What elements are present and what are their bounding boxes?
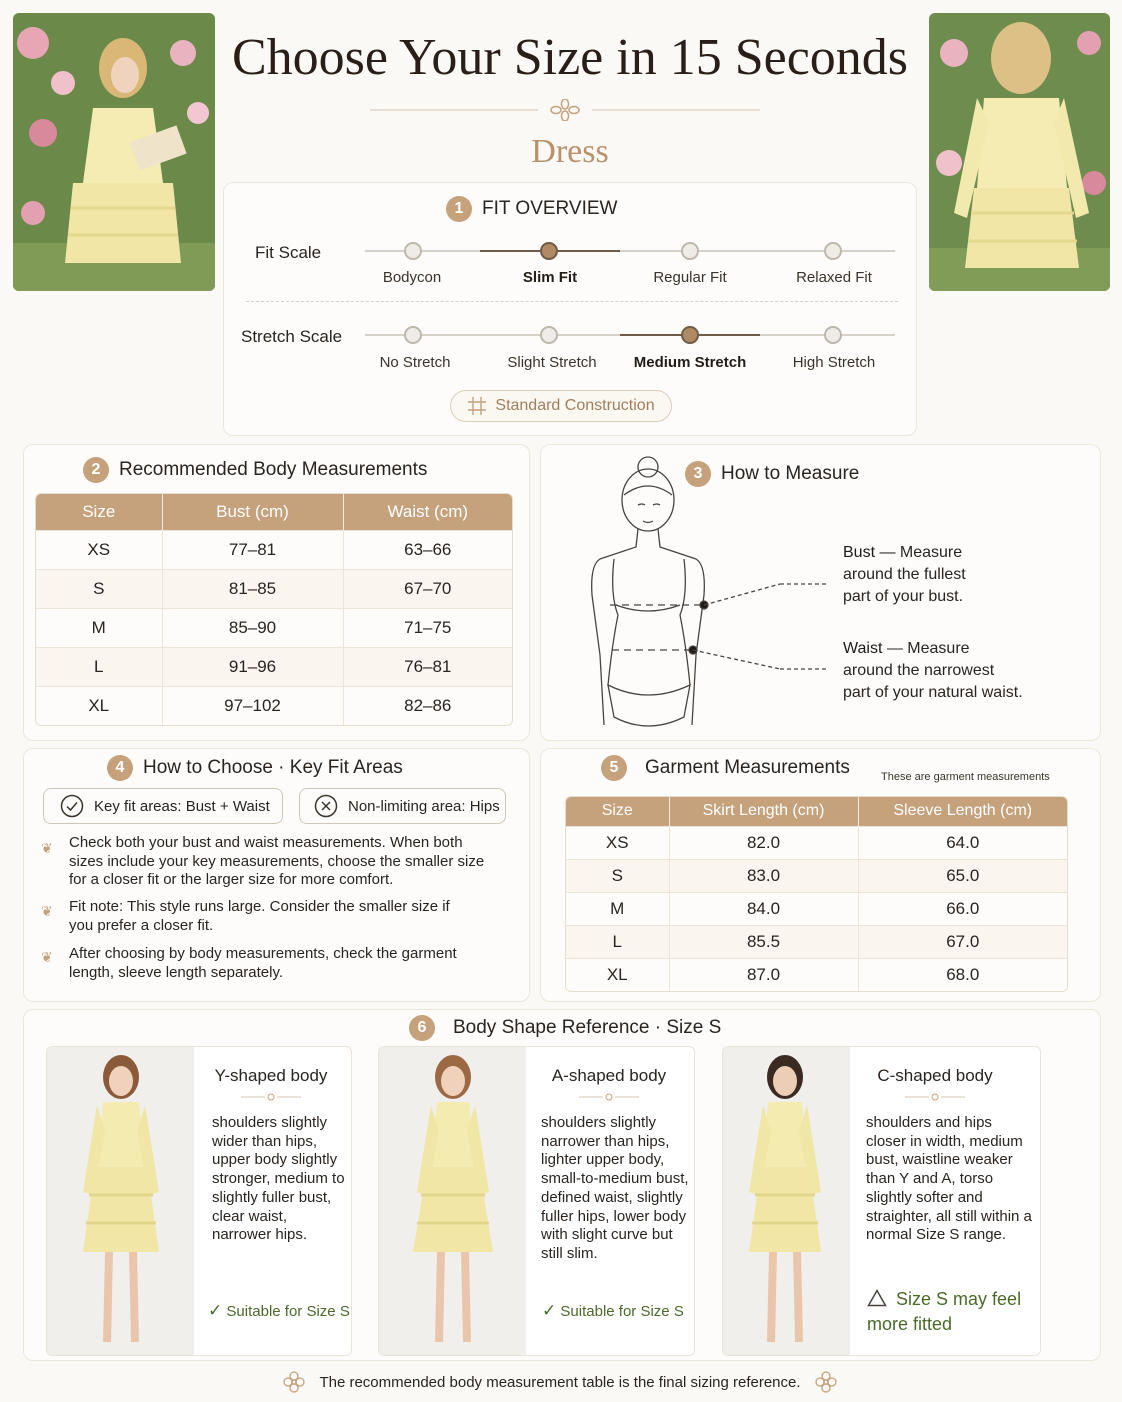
body-outline-illustration — [580, 455, 840, 735]
body-shape-heading — [409, 1015, 721, 1041]
table-cell: 85–90 — [162, 608, 343, 647]
page-subtitle: Dress — [531, 133, 609, 170]
page-title: Choose Your Size in 15 Seconds — [231, 29, 909, 86]
fit-scale-track — [365, 250, 895, 252]
fit-option-bodycon: Bodycon — [382, 269, 442, 286]
check-circle-icon — [60, 794, 84, 818]
stretch-scale-dot-high-stretch[interactable] — [824, 326, 842, 344]
leaf-bullet-icon: ❦ — [41, 840, 53, 856]
stretch-option-slight-stretch: Slight Stretch — [507, 354, 597, 371]
section-number: 6 — [409, 1015, 435, 1041]
section-number: 3 — [685, 461, 711, 487]
construction-badge-label: Standard Construction — [495, 397, 655, 414]
bust-term: Bust — [843, 544, 876, 561]
table-cell: 97–102 — [162, 686, 343, 725]
section-title: Recommended Body Measurements — [119, 459, 428, 480]
table-row — [36, 608, 512, 647]
shape-description: shoulders slightly wider than hips, upper body slightly stronger, medium to slightly fuller bust, clear waist, narrower hips. — [212, 1114, 345, 1244]
warning-triangle-icon — [867, 1289, 887, 1307]
waist-desc: part of your natural waist. — [843, 684, 1023, 701]
ornament-divider-icon — [579, 1092, 639, 1102]
tip-text: After choosing by body measurements, check the garment length, sleeve length separately. — [69, 945, 457, 981]
garment-measurements-table — [565, 796, 1068, 992]
shape-verdict-label: Suitable for Size S — [560, 1303, 684, 1320]
fit-overview-heading — [446, 196, 618, 222]
table-cell: 87.0 — [669, 958, 858, 991]
leaf-bullet-icon: ❦ — [41, 949, 53, 965]
table-cell: XL — [36, 686, 162, 725]
table-cell: M — [566, 892, 669, 925]
table-cell: L — [36, 647, 162, 686]
stretch-option-no-stretch: No Stretch — [379, 354, 451, 371]
model-photo — [723, 1047, 850, 1356]
table-cell: 67–70 — [343, 569, 512, 608]
model-photo — [379, 1047, 526, 1356]
x-circle-icon — [314, 794, 338, 818]
shape-verdict — [208, 1301, 350, 1321]
table-cell: 65.0 — [858, 859, 1067, 892]
model-photo — [47, 1047, 194, 1356]
non-limiting-pill — [299, 788, 506, 824]
shape-description: shoulders slightly narrower than hips, lighter upper body, small-to-medium bust, defined waist, slightly fuller hips, lower body with slight curve but still slim. — [541, 1114, 689, 1262]
fit-divider — [246, 301, 898, 302]
shape-title: C-shaped body — [877, 1066, 993, 1085]
table-row — [36, 569, 512, 608]
key-areas-pill — [43, 788, 283, 824]
fit-option-regular-fit: Regular Fit — [653, 269, 727, 286]
table-header: Bust (cm) — [162, 494, 343, 530]
table-row — [36, 686, 512, 725]
stretch-option-medium-stretch: Medium Stretch — [633, 354, 747, 371]
table-row — [36, 647, 512, 686]
table-cell: 82–86 — [343, 686, 512, 725]
body-shape-card-c — [722, 1046, 1041, 1356]
table-cell: 91–96 — [162, 647, 343, 686]
hero-photo-right — [929, 13, 1110, 291]
table-cell: 82.0 — [669, 826, 858, 859]
table-cell: 68.0 — [858, 958, 1067, 991]
table-cell: 67.0 — [858, 925, 1067, 958]
flower-icon — [815, 1371, 837, 1393]
table-cell: 85.5 — [669, 925, 858, 958]
stretch-scale-label: Stretch Scale — [241, 327, 343, 346]
tip-text: Check both your bust and waist measurements. When both sizes include your key measurements, choose the smaller size for a closer fit or the larger size for more comfort. — [69, 834, 485, 888]
check-icon: ✓ — [208, 1301, 223, 1320]
table-cell: XL — [566, 958, 669, 991]
table-row — [566, 925, 1067, 958]
table-cell: 81–85 — [162, 569, 343, 608]
fit-scale-label: Fit Scale — [255, 243, 322, 262]
table-cell: S — [36, 569, 162, 608]
section-number: 5 — [601, 755, 627, 781]
waist-term: Waist — [843, 640, 883, 657]
table-cell: 64.0 — [858, 826, 1067, 859]
fit-scale-dot-slim-fit[interactable] — [540, 242, 558, 260]
flower-ornament-icon — [551, 99, 579, 121]
table-cell: 77–81 — [162, 530, 343, 569]
body-measurements-heading — [83, 457, 427, 483]
section-number: 1 — [446, 196, 472, 222]
table-cell: S — [566, 859, 669, 892]
table-cell: 76–81 — [343, 647, 512, 686]
shape-verdict-label: Suitable for Size S — [226, 1303, 350, 1320]
bust-desc: around the fullest — [843, 566, 966, 583]
fit-scale-dot-bodycon[interactable] — [404, 242, 422, 260]
section-title: How to Choose · Key Fit Areas — [143, 757, 403, 778]
fit-scale-dot-relaxed-fit[interactable] — [824, 242, 842, 260]
waist-desc: around the narrowest — [843, 662, 995, 679]
stretch-scale-dot-no-stretch[interactable] — [404, 326, 422, 344]
tip-text: Fit note: This style runs large. Consider the smaller size if you prefer a closer fit. — [69, 898, 450, 934]
table-cell: M — [36, 608, 162, 647]
table-cell: XS — [36, 530, 162, 569]
body-measurements-table — [35, 493, 513, 726]
how-to-choose-heading — [107, 755, 403, 781]
table-header: Size — [36, 494, 162, 530]
fit-option-slim-fit: Slim Fit — [522, 269, 578, 286]
garment-measurements-heading — [601, 755, 850, 781]
section-title: FIT OVERVIEW — [482, 198, 618, 219]
fit-scale-dot-regular-fit[interactable] — [681, 242, 699, 260]
key-areas-label: Key fit areas: Bust + Waist — [94, 797, 270, 815]
section-title: How to Measure — [721, 463, 860, 484]
table-cell: 63–66 — [343, 530, 512, 569]
grid-icon — [467, 396, 487, 416]
hero-photo-left — [13, 13, 215, 291]
table-header: Sleeve Length (cm) — [858, 797, 1067, 826]
shape-description: shoulders and hips closer in width, medium bust, waistline weaker than Y and A, torso slightly softer and straighter, all still within a normal Size S range. — [866, 1114, 1032, 1244]
leaf-bullet-icon: ❦ — [41, 903, 53, 919]
table-header: Size — [566, 797, 669, 826]
shape-verdict-label: Size S may feel more fitted — [867, 1289, 1022, 1334]
section-title: Garment Measurements — [645, 757, 850, 778]
bust-desc: — Measure — [875, 544, 963, 561]
table-cell: 66.0 — [858, 892, 1067, 925]
footer-note — [280, 1371, 840, 1393]
table-row — [36, 530, 512, 569]
shape-title: Y-shaped body — [214, 1066, 328, 1085]
title-divider — [370, 99, 760, 121]
check-icon: ✓ — [542, 1301, 557, 1320]
table-row — [566, 826, 1067, 859]
table-row — [566, 892, 1067, 925]
bust-instruction — [843, 542, 966, 608]
stretch-option-high-stretch: High Stretch — [792, 354, 876, 371]
shape-verdict — [867, 1287, 1027, 1337]
table-header: Skirt Length (cm) — [669, 797, 858, 826]
non-limiting-label: Non-limiting area: Hips — [348, 797, 500, 815]
how-to-measure-heading — [685, 461, 859, 487]
table-row — [566, 859, 1067, 892]
garment-note: These are garment measurements — [881, 771, 1050, 783]
waist-instruction — [843, 638, 1023, 704]
body-shape-card-a — [378, 1046, 695, 1356]
table-cell: 83.0 — [669, 859, 858, 892]
table-cell: 71–75 — [343, 608, 512, 647]
footer-note-text: The recommended body measurement table is the final sizing reference. — [319, 1373, 801, 1391]
section-number: 2 — [83, 457, 109, 483]
shape-title: A-shaped body — [551, 1066, 667, 1085]
section-number: 4 — [107, 755, 133, 781]
table-cell: 84.0 — [669, 892, 858, 925]
construction-badge — [450, 390, 672, 422]
fit-option-relaxed-fit: Relaxed Fit — [796, 269, 872, 286]
stretch-scale-dot-medium-stretch[interactable] — [681, 326, 699, 344]
table-cell: XS — [566, 826, 669, 859]
body-shape-card-y — [46, 1046, 352, 1356]
table-header: Waist (cm) — [343, 494, 512, 530]
ornament-divider-icon — [905, 1092, 965, 1102]
stretch-scale-dot-slight-stretch[interactable] — [540, 326, 558, 344]
table-cell: L — [566, 925, 669, 958]
waist-desc: — Measure — [882, 640, 970, 657]
table-row — [566, 958, 1067, 991]
shape-verdict — [542, 1301, 684, 1321]
flower-icon — [283, 1371, 305, 1393]
ornament-divider-icon — [241, 1092, 301, 1102]
section-title: Body Shape Reference · Size S — [453, 1017, 722, 1038]
bust-desc: part of your bust. — [843, 588, 964, 605]
